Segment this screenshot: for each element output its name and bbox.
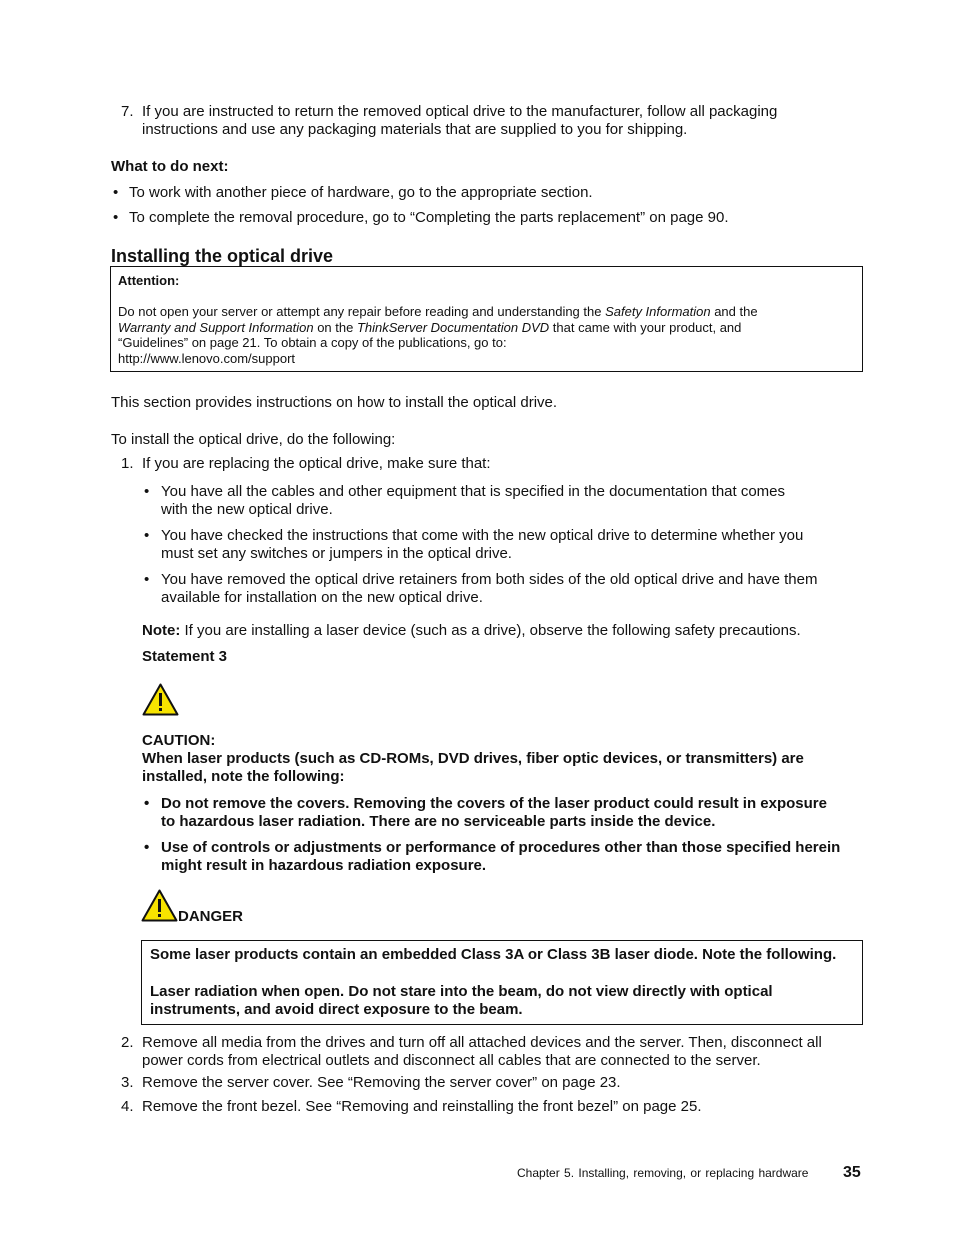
attention-box bbox=[110, 266, 863, 372]
what-next-item: • To complete the removal procedure, go to “Completing the parts replacement” on page 90. bbox=[113, 209, 729, 226]
list-item: • You have all the cables and other equipment that is specified in the documentation that comes with the new optical drive. bbox=[144, 483, 786, 518]
warning-triangle-icon bbox=[142, 683, 179, 716]
step-number: 7. bbox=[121, 103, 134, 120]
list-item: • You have removed the optical drive retainers from both sides of the old optical drive and have them available for installation on the new optical drive. bbox=[144, 571, 818, 606]
list-item: • You have checked the instructions that come with the new optical drive to determine whether you must set any switches or jumpers in the optical drive. bbox=[144, 527, 804, 562]
footer-chapter: Chapter 5. Installing, removing, or replacing hardware bbox=[517, 1166, 809, 1180]
what-next-item: • To work with another piece of hardware, go to the appropriate section. bbox=[113, 184, 593, 201]
section-title: Installing the optical drive bbox=[111, 246, 334, 266]
step-text: If you are replacing the optical drive, make sure that: bbox=[142, 455, 491, 472]
attention-text: Do not open your server or attempt any repair before reading and understanding the Safety Information and the Warranty and Support Information on the ThinkServer Documentation DVD that came with your product, and “Guidelines” on page 21. To obtain a copy of the publications, go to: http://www.lenovo.com/support bbox=[118, 304, 858, 366]
step-number: 3. bbox=[121, 1074, 134, 1091]
step-7 bbox=[121, 103, 861, 139]
step-number: 4. bbox=[121, 1098, 134, 1115]
step-number: 2. bbox=[121, 1034, 134, 1051]
caution-item: • Use of controls or adjustments or performance of procedures other than those specified herein might result in hazardous radiation exposure. bbox=[144, 839, 841, 874]
what-next-heading: What to do next: bbox=[111, 158, 229, 175]
support-link[interactable]: http://www.lenovo.com/support bbox=[118, 350, 296, 366]
caution-item: • Do not remove the covers. Removing the covers of the laser product could result in exposure to hazardous laser radiation. There are no serviceable parts inside the device. bbox=[144, 795, 827, 830]
intro-text: This section provides instructions on how to install the optical drive. bbox=[111, 394, 558, 411]
attention-label: Attention: bbox=[118, 273, 180, 288]
step-number: 1. bbox=[121, 455, 134, 472]
statement-title: Statement 3 bbox=[142, 648, 228, 665]
danger-label: DANGER bbox=[178, 908, 244, 925]
step-text: If you are instructed to return the removed optical drive to the manufacturer, follow all packaging instructions and use any packaging materials that are supplied to you for shipping. bbox=[142, 103, 778, 138]
note: Note: If you are installing a laser device (such as a drive), observe the following safety precautions. bbox=[142, 622, 801, 639]
caution-block: CAUTION: When laser products (such as CD-ROMs, DVD drives, fiber optic devices, or transmitters) are installed, note the following: bbox=[142, 732, 862, 786]
danger-box: Some laser products contain an embedded Class 3A or Class 3B laser diode. Note the following. Laser radiation when open. Do not stare into the beam, do not view directly with optical instruments, and avoid direct exposure to the beam. bbox=[141, 940, 863, 1025]
warning-triangle-icon bbox=[141, 889, 178, 922]
step-1 bbox=[121, 455, 491, 473]
caution-label: CAUTION: bbox=[142, 732, 216, 749]
step-2: 2. Remove all media from the drives and turn off all attached devices and the server. Then, disconnect all power cords from electrical outlets and disconnect all cables that are connected to the server. bbox=[121, 1034, 822, 1069]
page-number: 35 bbox=[843, 1164, 861, 1181]
step-4: 4. Remove the front bezel. See “Removing and reinstalling the front bezel” on page 25. bbox=[121, 1098, 702, 1115]
step-3: 3. Remove the server cover. See “Removing the server cover” on page 23. bbox=[121, 1074, 621, 1091]
to-install-text: To install the optical drive, do the following: bbox=[111, 431, 396, 448]
